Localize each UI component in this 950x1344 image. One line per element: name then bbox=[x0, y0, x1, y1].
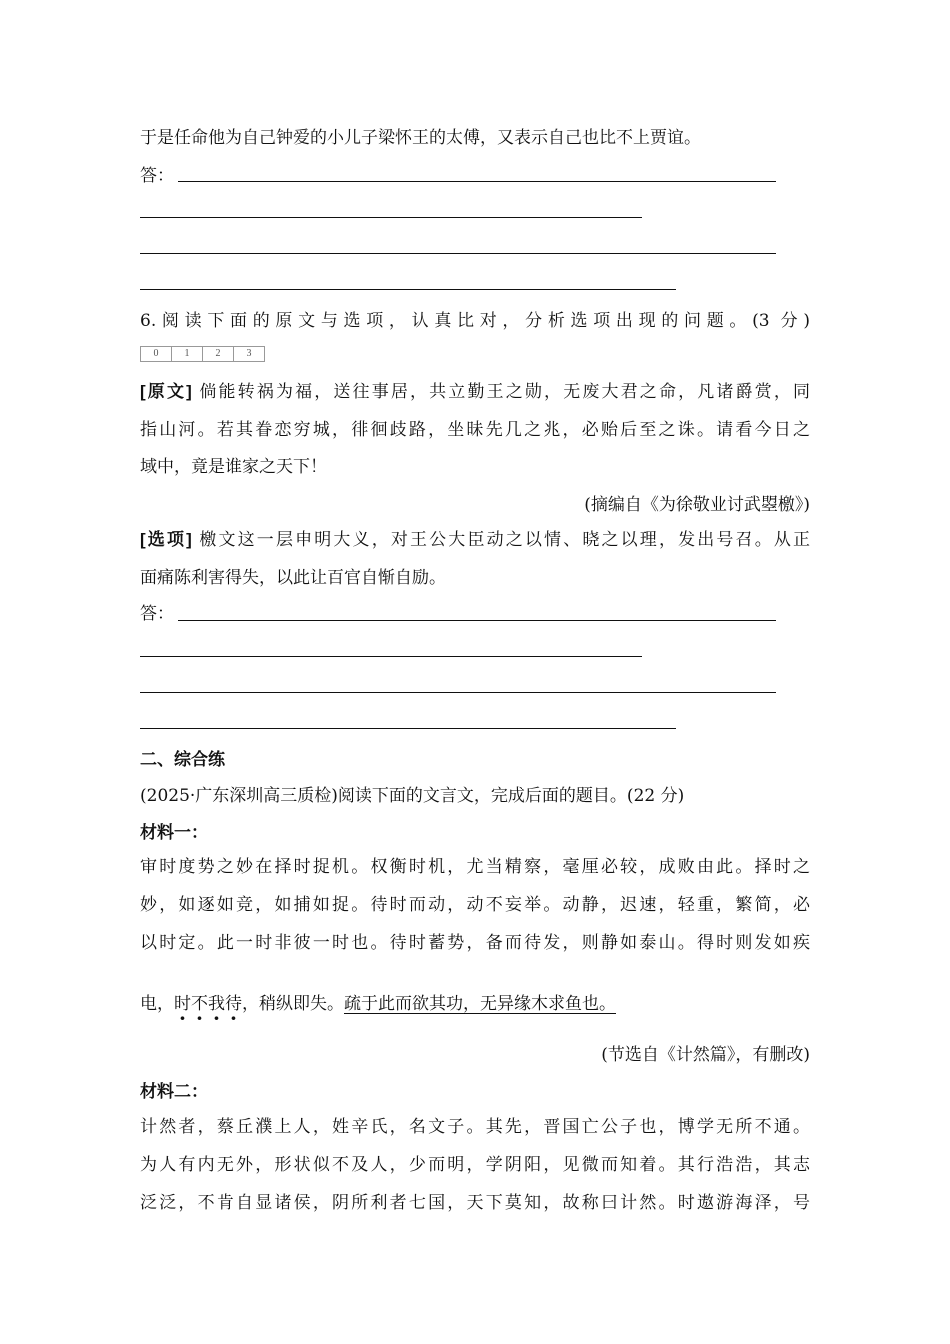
q6-original-text-1: 倘能转祸为福，送往事居，共立勤王之勋，无废大君之命，凡诸爵赏，同 bbox=[199, 382, 811, 402]
q6-answer-line-2[interactable] bbox=[140, 656, 642, 657]
q6-title: 6.阅读下面的原文与选项，认真比对，分析选项出现的问题。(3 分) bbox=[140, 311, 810, 331]
emphasis-char: 待 bbox=[225, 994, 242, 1014]
q6-answer-line-1[interactable] bbox=[178, 620, 776, 621]
q6-original-line-2: 指山河。若其眷恋穷城，徘徊歧路，坐昧先几之兆，必贻后至之诛。请看今日之 bbox=[140, 420, 810, 440]
q6-original-line-1 bbox=[140, 380, 810, 404]
score-box[interactable] bbox=[140, 346, 265, 362]
score-cell[interactable]: 1 bbox=[171, 346, 202, 362]
emphasis-char: 时 bbox=[174, 994, 191, 1014]
emphasis-char: 不 bbox=[191, 994, 208, 1014]
score-cell[interactable]: 2 bbox=[202, 346, 233, 362]
underlined-sentence: 疏于此而欲其功，无异缘木求鱼也。 bbox=[344, 994, 616, 1014]
q6-original-label: [原文] bbox=[140, 382, 192, 401]
emphasis-dotted-phrase bbox=[174, 994, 242, 1014]
q6-source: (摘编自《为徐敬业讨武曌檄》) bbox=[584, 495, 810, 515]
q5-answer-label: 答： bbox=[140, 166, 174, 186]
q6-option-label: [选项] bbox=[140, 530, 192, 549]
material-2-line-3: 泛泛，不肯自显诸侯，阴所利者七国，天下莫知，故称曰计然。时遨游海泽，号 bbox=[140, 1193, 810, 1213]
material-2-label: 材料二： bbox=[140, 1082, 208, 1101]
q6-original-line-3: 域中，竟是谁家之天下！ bbox=[140, 457, 327, 477]
material-1-line-4-start: 电， bbox=[140, 994, 174, 1014]
q6-answer-label: 答： bbox=[140, 604, 174, 624]
section-intro: (2025·广东深圳高三质检)阅读下面的文言文，完成后面的题目。(22 分) bbox=[140, 786, 685, 806]
q5-answer-line-4[interactable] bbox=[140, 289, 676, 290]
material-2-line-2: 为人有内无外，形状似不及人，少而明，学阴阳，见微而知着。其行浩浩，其志 bbox=[140, 1155, 810, 1175]
q6-answer-line-4[interactable] bbox=[140, 728, 676, 729]
q5-answer-line-2[interactable] bbox=[140, 217, 642, 218]
material-1-line-4 bbox=[140, 992, 616, 1016]
material-1-line-4-mid: ，稍纵即失。 bbox=[242, 994, 344, 1014]
q6-option-line-1 bbox=[140, 528, 810, 552]
q6-option-text-1: 檄文这一层申明大义，对王公大臣动之以情、晓之以理，发出号召。从正 bbox=[199, 530, 811, 550]
emphasis-char: 我 bbox=[208, 994, 225, 1014]
q5-answer-line-1[interactable] bbox=[178, 181, 776, 182]
material-1-source: (节选自《计然篇》，有删改) bbox=[601, 1045, 810, 1065]
material-1-line-2: 妙，如逐如竞，如捕如捉。待时而动，动不妄举。动静，迟速，轻重，繁简，必 bbox=[140, 895, 810, 915]
q5-text-line: 于是任命他为自己钟爱的小儿子梁怀王的太傅，又表示自己也比不上贾谊。 bbox=[140, 128, 701, 148]
score-cell[interactable]: 0 bbox=[140, 346, 171, 362]
score-cell[interactable]: 3 bbox=[233, 346, 265, 362]
material-1-label: 材料一： bbox=[140, 823, 208, 842]
section-heading: 二、综合练 bbox=[140, 750, 225, 769]
material-1-line-1: 审时度势之妙在择时捉机。权衡时机，尤当精察，毫厘必较，成败由此。择时之 bbox=[140, 857, 810, 877]
q6-option-line-2: 面痛陈利害得失，以此让百官自惭自励。 bbox=[140, 568, 446, 588]
material-2-line-1: 计然者，蔡丘濮上人，姓辛氏，名文子。其先，晋国亡公子也，博学无所不通。 bbox=[140, 1117, 810, 1137]
material-1-line-3: 以时定。此一时非彼一时也。待时蓄势，备而待发，则静如泰山。得时则发如疾 bbox=[140, 933, 810, 953]
q5-answer-line-3[interactable] bbox=[140, 253, 776, 254]
q6-answer-line-3[interactable] bbox=[140, 692, 776, 693]
